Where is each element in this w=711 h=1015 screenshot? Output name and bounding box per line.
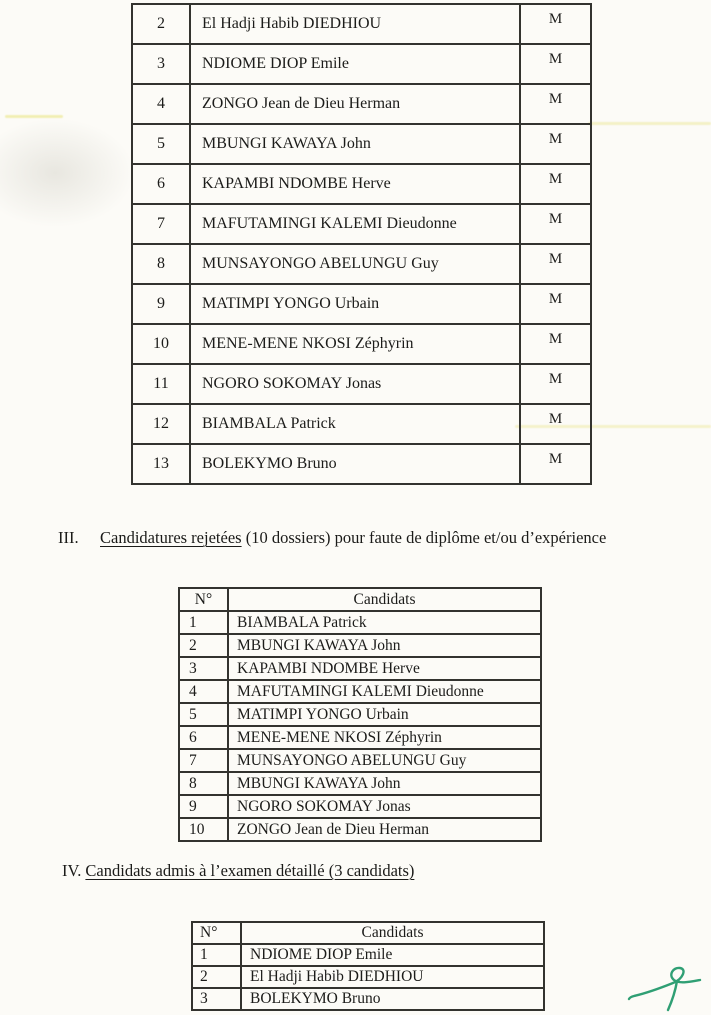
section-iii-subtitle: (10 dossiers) pour faute de diplôme et/ou d’expérience: [241, 528, 607, 547]
section-iv-title: Candidats admis à l’examen détaillé (3 candidats): [85, 861, 415, 880]
table-row: [132, 124, 591, 164]
cell-sex: M: [520, 364, 591, 404]
cell-name: NGORO SOKOMAY Jonas: [228, 795, 541, 818]
cell-num: 6: [132, 164, 190, 204]
cell-name: El Hadji Habib DIEDHIOU: [190, 4, 520, 44]
cell-name: ZONGO Jean de Dieu Herman: [190, 84, 520, 124]
table-row: [132, 444, 591, 484]
cell-name: BOLEKYMO Bruno: [241, 988, 544, 1010]
table-row: [192, 944, 544, 966]
cell-num: 11: [132, 364, 190, 404]
cell-sex: M: [520, 44, 591, 84]
section-iii-heading: [58, 528, 606, 548]
scan-yellow-streak: [588, 122, 711, 125]
cell-num: 4: [132, 84, 190, 124]
cell-sex: M: [520, 84, 591, 124]
section-iv-numeral: IV.: [62, 861, 82, 880]
cell-num: 7: [132, 204, 190, 244]
cell-num: 7: [179, 749, 228, 772]
table-row: [132, 84, 591, 124]
table-row: [132, 244, 591, 284]
cell-sex: M: [520, 4, 591, 44]
table-row: [179, 795, 541, 818]
cell-num: 1: [192, 944, 241, 966]
scan-smudge-artifact: [0, 118, 135, 228]
exam-header-num: N°: [192, 922, 241, 944]
table-row: [179, 726, 541, 749]
cell-name: MUNSAYONGO ABELUNGU Guy: [190, 244, 520, 284]
cell-sex: M: [520, 124, 591, 164]
cell-name: MUNSAYONGO ABELUNGU Guy: [228, 749, 541, 772]
table-row: [179, 818, 541, 841]
cell-sex: M: [520, 324, 591, 364]
cell-name: MBUNGI KAWAYA John: [190, 124, 520, 164]
cell-num: 10: [179, 818, 228, 841]
table-row: [179, 680, 541, 703]
cell-num: 1: [179, 611, 228, 634]
cell-name: MAFUTAMINGI KALEMI Dieudonne: [228, 680, 541, 703]
table-row: [132, 284, 591, 324]
admitted-candidates-table: [131, 3, 592, 485]
cell-num: 5: [132, 124, 190, 164]
section-iv-heading: [62, 861, 414, 881]
cell-name: BOLEKYMO Bruno: [190, 444, 520, 484]
cell-num: 2: [179, 634, 228, 657]
table-row: [132, 4, 591, 44]
cell-sex: M: [520, 244, 591, 284]
cell-sex: M: [520, 164, 591, 204]
cell-name: ZONGO Jean de Dieu Herman: [228, 818, 541, 841]
cell-num: 3: [192, 988, 241, 1010]
table-row: [179, 772, 541, 795]
cell-name: NGORO SOKOMAY Jonas: [190, 364, 520, 404]
table-row: [179, 634, 541, 657]
cell-name: MBUNGI KAWAYA John: [228, 634, 541, 657]
rejected-header-candidates: Candidats: [228, 588, 541, 611]
cell-name: KAPAMBI NDOMBE Herve: [190, 164, 520, 204]
cell-num: 10: [132, 324, 190, 364]
exam-admitted-table-body: [192, 944, 544, 1010]
cell-name: NDIOME DIOP Emile: [190, 44, 520, 84]
table-row: [132, 164, 591, 204]
cell-name: BIAMBALA Patrick: [190, 404, 520, 444]
cell-num: 5: [179, 703, 228, 726]
table-row: [132, 364, 591, 404]
table-row: [179, 703, 541, 726]
table-row: [132, 404, 591, 444]
cell-num: 8: [179, 772, 228, 795]
handwritten-paraph-mark: [617, 960, 711, 1012]
cell-name: NDIOME DIOP Emile: [241, 944, 544, 966]
table-row: [132, 204, 591, 244]
cell-sex: M: [520, 284, 591, 324]
rejected-candidates-table: [178, 587, 542, 842]
rejected-header-num: N°: [179, 588, 228, 611]
scan-yellow-streak: [5, 115, 63, 118]
cell-name: MAFUTAMINGI KALEMI Dieudonne: [190, 204, 520, 244]
section-iii-title: Candidatures rejetées: [100, 528, 242, 547]
cell-name: El Hadji Habib DIEDHIOU: [241, 966, 544, 988]
cell-name: BIAMBALA Patrick: [228, 611, 541, 634]
admitted-candidates-table-body: [132, 4, 591, 484]
table-row: [192, 966, 544, 988]
cell-num: 3: [132, 44, 190, 84]
table-row: [132, 44, 591, 84]
cell-num: 2: [192, 966, 241, 988]
table-header-row: [179, 588, 541, 611]
cell-sex: M: [520, 204, 591, 244]
cell-name: MATIMPI YONGO Urbain: [228, 703, 541, 726]
cell-name: MENE-MENE NKOSI Zéphyrin: [228, 726, 541, 749]
cell-name: KAPAMBI NDOMBE Herve: [228, 657, 541, 680]
table-row: [179, 611, 541, 634]
cell-name: MENE-MENE NKOSI Zéphyrin: [190, 324, 520, 364]
cell-num: 4: [179, 680, 228, 703]
pen-stroke: [629, 968, 700, 1010]
table-header-row: [192, 922, 544, 944]
exam-admitted-candidates-table: [191, 921, 545, 1011]
cell-num: 9: [179, 795, 228, 818]
table-row: [132, 324, 591, 364]
table-row: [192, 988, 544, 1010]
cell-sex: M: [520, 444, 591, 484]
cell-num: 8: [132, 244, 190, 284]
cell-num: 2: [132, 4, 190, 44]
cell-num: 3: [179, 657, 228, 680]
cell-num: 9: [132, 284, 190, 324]
cell-sex: M: [520, 404, 591, 444]
section-iii-numeral: III.: [58, 528, 79, 547]
cell-name: MATIMPI YONGO Urbain: [190, 284, 520, 324]
exam-header-candidates: Candidats: [241, 922, 544, 944]
cell-num: 12: [132, 404, 190, 444]
cell-num: 6: [179, 726, 228, 749]
cell-name: MBUNGI KAWAYA John: [228, 772, 541, 795]
table-row: [179, 749, 541, 772]
cell-num: 13: [132, 444, 190, 484]
rejected-candidates-table-body: [179, 611, 541, 841]
table-row: [179, 657, 541, 680]
